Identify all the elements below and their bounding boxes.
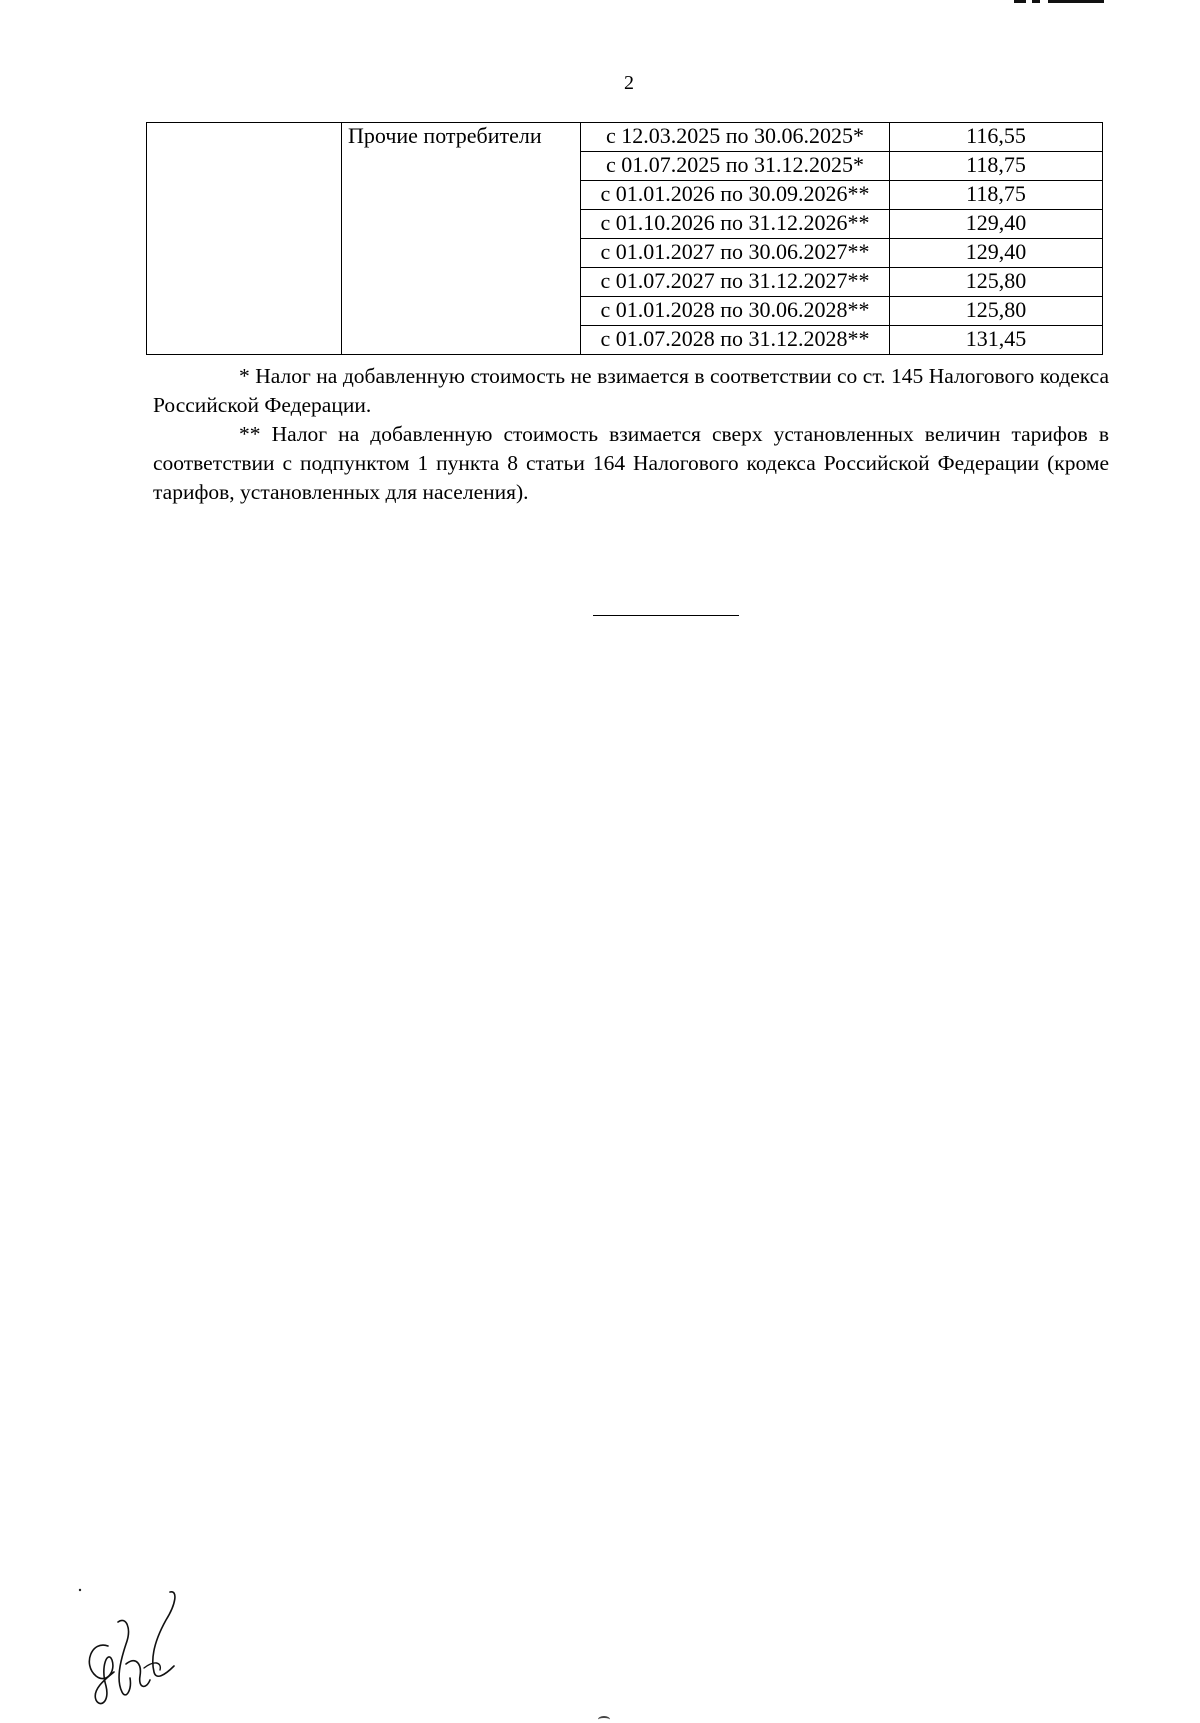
tariff-value-cell: 129,40 (890, 210, 1103, 239)
handwritten-signature (70, 1580, 190, 1710)
period-cell: с 01.01.2026 по 30.09.2026** (581, 181, 890, 210)
period-cell: с 01.01.2028 по 30.06.2028** (581, 297, 890, 326)
period-cell: с 01.01.2027 по 30.06.2027** (581, 239, 890, 268)
consumer-group-cell: Прочие потребители (342, 123, 581, 355)
tariff-value-cell: 129,40 (890, 239, 1103, 268)
table-row (147, 123, 1103, 152)
tariff-value-cell: 125,80 (890, 297, 1103, 326)
tariff-value-cell: 116,55 (890, 123, 1103, 152)
period-cell: с 01.07.2027 по 31.12.2027** (581, 268, 890, 297)
tariff-value-cell: 131,45 (890, 326, 1103, 355)
period-cell: с 12.03.2025 по 30.06.2025* (581, 123, 890, 152)
period-cell: с 01.07.2025 по 31.12.2025* (581, 152, 890, 181)
period-cell: с 01.07.2028 по 31.12.2028** (581, 326, 890, 355)
tariff-table-body (147, 123, 1103, 355)
tariff-value-cell: 125,80 (890, 268, 1103, 297)
end-of-document-rule (593, 615, 739, 616)
footnote-vat-not-charged: * Налог на добавленную стоимость не взимается в соответствии со ст. 145 Налогового кодекса Российской Федерации. (153, 364, 1109, 417)
tariff-value-cell: 118,75 (890, 152, 1103, 181)
tariff-table (146, 122, 1103, 355)
page-number: 2 (624, 72, 634, 94)
footnotes (153, 362, 1109, 507)
tariff-value-cell: 118,75 (890, 181, 1103, 210)
scan-bottom-mark (598, 1716, 610, 1723)
scan-corner-mark (1014, 0, 1104, 4)
period-cell: с 01.10.2026 по 31.12.2026** (581, 210, 890, 239)
blank-merged-cell (147, 123, 342, 355)
footnote-vat-charged: ** Налог на добавленную стоимость взимается сверх установленных величин тарифов в соответствии с подпунктом 1 пункта 8 статьи 164 Налогового кодекса Российской Федерации (кроме тарифов, установленных для населения). (153, 422, 1109, 504)
